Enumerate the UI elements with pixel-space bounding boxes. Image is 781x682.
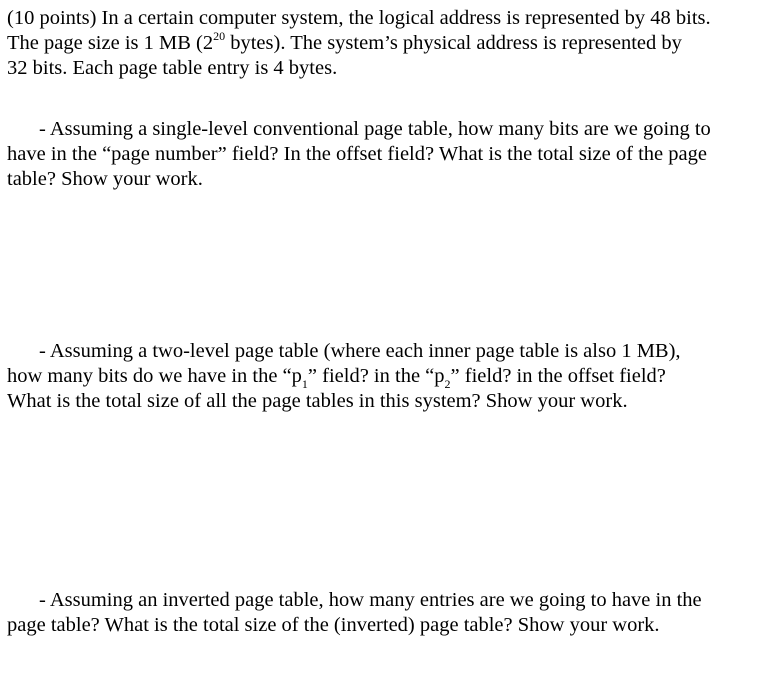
question-two-level bbox=[7, 339, 777, 414]
q2-line-2-text-c: ” field? in the offset field? bbox=[450, 365, 666, 387]
question-inverted bbox=[7, 588, 777, 638]
p1-subscript: 1 bbox=[301, 377, 308, 392]
q1-line-3: table? Show your work. bbox=[7, 168, 203, 190]
q1-line-1: - Assuming a single-level conventional page table, how many bits are we going to bbox=[39, 118, 711, 140]
intro-line-3: 32 bits. Each page table entry is 4 bytes. bbox=[7, 57, 338, 79]
q2-line-2-text-b: ” field? in the “p bbox=[307, 365, 445, 387]
q3-line-1: - Assuming an inverted page table, how many entries are we going to have in the bbox=[39, 589, 702, 611]
intro-line-2-text-b: bytes). The system’s physical address is represented by bbox=[225, 32, 682, 54]
q1-line-2: have in the “page number” field? In the offset field? What is the total size of the page bbox=[7, 143, 707, 165]
intro-line-2-text-a: The page size is 1 MB (2 bbox=[7, 32, 214, 54]
intro-line-2 bbox=[7, 31, 777, 56]
p2-subscript: 2 bbox=[444, 377, 451, 392]
question-single-level bbox=[7, 117, 777, 192]
q3-line-2: page table? What is the total size of the (inverted) page table? Show your work. bbox=[7, 614, 660, 636]
problem-intro bbox=[7, 6, 777, 81]
page-size-exponent: 20 bbox=[213, 29, 226, 44]
q2-line-1: - Assuming a two-level page table (where each inner page table is also 1 MB), bbox=[39, 340, 681, 362]
q2-line-3: What is the total size of all the page tables in this system? Show your work. bbox=[7, 390, 628, 412]
q2-line-2 bbox=[7, 364, 777, 392]
intro-line-1: (10 points) In a certain computer system, the logical address is represented by 48 bits. bbox=[7, 7, 711, 29]
q2-line-2-text-a: how many bits do we have in the “p bbox=[7, 365, 302, 387]
